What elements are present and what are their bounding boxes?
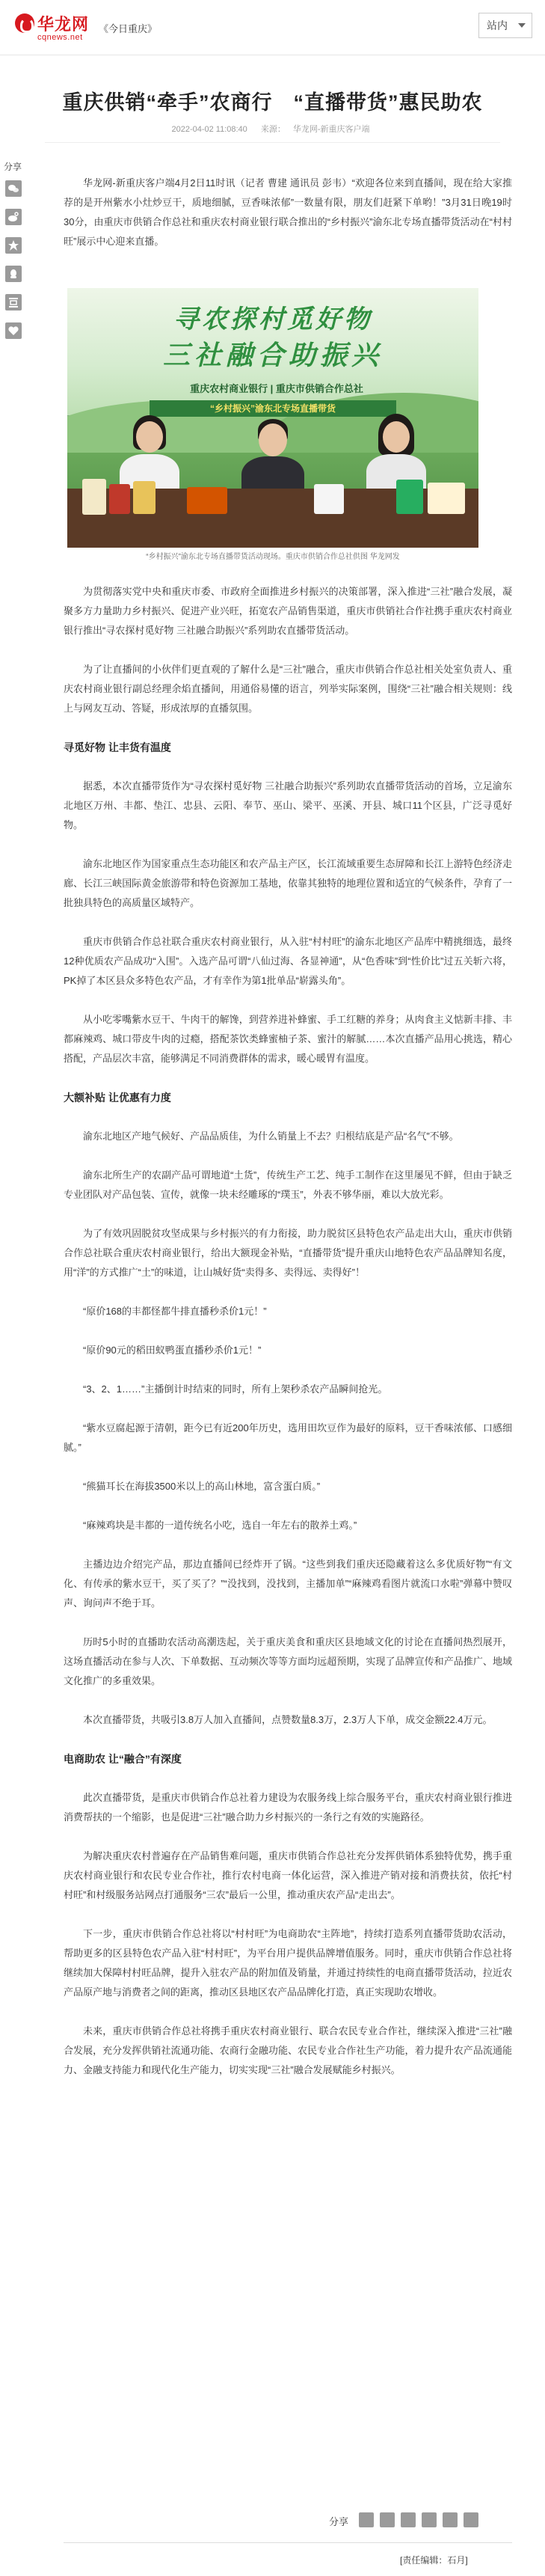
favorite-icon[interactable] — [5, 322, 22, 339]
article-paragraph: 未来，重庆市供销合作总社将携手重庆农村商业银行、联合农民专业合作社，继续深入推进“三社”融合发展，充分发挥供销社流通功能、农商行金融功能、农民专业合作社生产功能，着力提升农产品流通能力、金融支持能力和现代化生产能力，切实实现“三社”融合发展赋能乡村振兴。 — [64, 2025, 512, 2075]
site-logo[interactable] — [15, 10, 90, 45]
qzone-icon[interactable] — [401, 2512, 416, 2527]
photo-product — [187, 487, 227, 514]
photo-slogan-1: 寻农探村觅好物 — [173, 305, 372, 334]
article-paragraph: “原价168的丰都怪都牛排直播秒杀价1元！” — [83, 1306, 267, 1317]
wechat-icon[interactable] — [359, 2512, 374, 2527]
article-paragraph: “熊猫耳长在海拔3500米以上的高山林地，富含蛋白质。” — [83, 1481, 321, 1492]
article-paragraph: 重庆市供销合作总社联合重庆农村商业银行，从入驻“村村旺”的渝东北地区产品库中精挑细选，最终12种优质农产品成功“入围”。入选产品可谓“八仙过海、各显神通”，从“色香味”到“性价比”过五关斩六将，PK掉了本区县众多特色农产品，才有幸作为第1批单品“崭露头角”。 — [64, 936, 512, 986]
section-heading: 电商助农 让“融合”有深度 — [64, 1753, 182, 1765]
article-paragraph: “原价90元的稻田蚁鸭蛋直播秒杀价1元！” — [83, 1344, 262, 1356]
photo-banner: “乡村振兴”渝东北专场直播带货 — [150, 400, 396, 417]
article-paragraph: 渝东北所生产的农副产品可谓地道“土货”，传统生产工艺、纯手工制作在这里屡见不鲜，但由于缺乏专业团队对产品包装、宣传，就像一块未经雕琢的“璞玉”，外表不够华丽，难以大放光彩。 — [64, 1169, 512, 1200]
article-paragraph: 主播边边介绍完产品，那边直播间已经炸开了锅。“这些到我们重庆还隐藏着这么多优质好物”“有文化、有传承的紫水豆干，买了买了？”“没找到，没找到，主播加单”“麻辣鸡看图片就流口水啦”弹幕中赞叹声、询问声不绝于耳。 — [64, 1558, 512, 1609]
article-paragraph: 为贯彻落实党中央和重庆市委、市政府全面推进乡村振兴的决策部署，深入推进“三社”融合发展，凝聚多方力量助力乡村振兴、促进产业兴旺，拓宽农产品销售渠道，重庆市供销社合作社携手重庆农村商业银行推出“寻农探村觅好物 三社融合助振兴”系列助农直播带货活动。 — [64, 586, 512, 636]
article-paragraph: 本次直播带货，共吸引3.8万人加入直播间，点赞数量8.3万，2.3万人下单，成交金额22.4万元。 — [83, 1714, 493, 1725]
logo-text-cn: 华龙网 — [37, 15, 90, 34]
photo-product — [396, 480, 423, 514]
photo-product — [109, 484, 130, 514]
article-paragraph: 从小吃零嘴紫水豆干、牛肉干的解馋，到营养进补蜂蜜、手工红糖的养身；从肉食主义惦新丰排、丰都麻辣鸡、城口带皮牛肉的过瘾，搭配茶饮类蜂蜜柚子茶、蜜汁的解腻……本次直播产品用心挑选，精心搭配，产品层次丰富，能够满足不同消费群体的需求，暖心暖胃有温度。 — [64, 1014, 512, 1064]
photo-slogan-2: 三社融合助振兴 — [162, 340, 383, 371]
article-paragraph: 下一步，重庆市供销合作总社将以“村村旺”为电商助农“主阵地”，持续打造系列直播带货助农活动，帮助更多的区县特色农产品入驻“村村旺”，为平台用户提供品牌增值服务。同时，重庆市供销合作总社将继续加大保障村村旺品牌，提升入驻农产品的附加值及销量，并通过持续性的电商直播带货活动，拉近农产品原产地与消费者之间的距离，推动区县地区农产品品牌化打造，真正实现助农增收。 — [64, 1928, 512, 1998]
article-paragraph: 华龙网-新重庆客户端4月2日11时讯（记者 曹建 通讯员 彭韦）“欢迎各位来到直播间，现在给大家推荐的是开州紫水小灶炒豆干，质地细腻，豆香味浓郁”一数量有限，朋友们赶紧下单哟！”3月31日晚19时30分，由重庆市供销合作总社和重庆农村商业银行联合推出的“乡村振兴”渝东北专场直播带货活动在“村村旺”展示中心迎来直播。 — [64, 177, 512, 247]
weibo-icon[interactable] — [5, 209, 22, 225]
qq-icon[interactable] — [422, 2512, 437, 2527]
article-paragraph: “紫水豆腐起源于清朝，距今已有近200年历史，选用田坎豆作为最好的原料，豆干香味浓郁、口感细腻。” — [64, 1422, 512, 1453]
article-paragraph: “3、2、1……”主播倒计时结束的同时，所有上架秒杀农产品瞬间抢光。 — [83, 1383, 388, 1395]
footer-share-icons — [359, 2512, 508, 2529]
article-paragraph: 渝东北地区作为国家重点生态功能区和农产品主产区，长江流域重要生态屏障和长江上游特色经济走廊、长江三峡国际黄金旅游带和特色资源加工基地，依靠其独特的地理位置和适宜的气候条件，孕育了一批独具特色的高质量区域特产。 — [64, 858, 512, 908]
logo-text-en: cqnews.net — [37, 33, 83, 42]
article-paragraph: 为了让直播间的小伙伴们更直观的了解什么是“三社”融合，重庆市供销合作总社相关处室负责人、重庆农村商业银行副总经理余焰直播间，用通俗易懂的语言，列举实际案例，围绕“三社”融合相关规则：线上与网友互动、答疑，形成浓厚的直播氛围。 — [64, 664, 512, 714]
channel-select-label: 站内 — [487, 19, 508, 31]
article-paragraph: 据悉，本次直播带货作为“寻农探村觅好物 三社融合助振兴”系列助农直播带货活动的首场，立足渝东北地区万州、丰都、垫江、忠县、云阳、奉节、巫山、梁平、巫溪、开县、城口11个区县，广泛寻觅好物。 — [64, 780, 512, 830]
article-paragraph: 历时5小时的直播助农活动高潮迭起，关于重庆美食和重庆区县地域文化的讨论在直播间热烈展开，这场直播活动在参与人次、下单数据、互动频次等等方面均远超预期，实现了品牌宣传和产品推广、地域文化推广的多重效果。 — [64, 1636, 512, 1686]
section-heading: 大额补贴 让优惠有力度 — [64, 1092, 171, 1104]
section-heading: 寻觅好物 让丰货有温度 — [64, 741, 171, 753]
article-photo — [67, 288, 478, 548]
article-paragraph: 为了有效巩固脱贫攻坚成果与乡村振兴的有力衔接，助力脱贫区县特色农产品走出大山，重庆市供销合作总社联合重庆农村商业银行，给出大额现金补贴，“直播带货”提升重庆山地特色农产品品牌知名度，用“洋”的方式推广“土”的味道，让山城好货“卖得多、卖得远、卖得好”！ — [64, 1228, 512, 1278]
article-paragraph: “麻辣鸡块是丰都的一道传统名小吃，选自一年左右的散养土鸡。” — [83, 1520, 357, 1531]
douban-icon[interactable] — [443, 2512, 458, 2527]
article-paragraph: 此次直播带货，是重庆市供销合作总社着力建设为农服务线上综合服务平台，重庆农村商业银行推进消费帮扶的一个缩影，也是促进“三社”融合助力乡村振兴的一条行之有效的实施路径。 — [64, 1792, 512, 1823]
today-chongqing-link[interactable]: 《今日重庆》 — [99, 23, 158, 34]
divider — [64, 2542, 512, 2543]
share-label: 分享 — [4, 162, 22, 172]
photo-product — [314, 484, 344, 514]
article-date: 2022-04-02 11:08:40 — [171, 125, 247, 134]
chevron-down-icon — [518, 23, 526, 28]
wechat-icon[interactable] — [5, 180, 22, 197]
share-sidebar — [4, 160, 25, 351]
favorite-icon[interactable] — [464, 2512, 478, 2527]
article-body-intro — [64, 174, 512, 271]
article-paragraph: 渝东北地区产地气候好、产品品质佳，为什么销量上不去？归根结底是产品“名气”不够。 — [83, 1131, 459, 1142]
divider — [45, 142, 500, 143]
site-header — [0, 0, 545, 55]
photo-organizers: 重庆农村商业银行 | 重庆市供销合作总社 — [190, 383, 363, 394]
photo-product — [428, 483, 465, 514]
article-meta — [45, 123, 500, 135]
channel-select[interactable] — [478, 13, 532, 38]
photo-caption: “乡村振兴”渝东北专场直播带货活动现场。重庆市供销合作总社供图 华龙网发 — [146, 553, 400, 561]
photo-product — [82, 479, 106, 515]
logo-mark-icon — [15, 13, 34, 33]
article-title: 重庆供销“牵手”农商行 “直播带货”惠民助农 — [62, 91, 483, 114]
qq-icon[interactable] — [5, 266, 22, 282]
footer-share-label: 分享 — [329, 2516, 349, 2527]
qzone-icon[interactable] — [5, 237, 22, 254]
article-source-label: 来源： — [260, 125, 286, 134]
douban-icon[interactable] — [5, 294, 22, 310]
editor-credit: [责任编辑：石月] — [400, 2555, 468, 2566]
photo-product — [133, 481, 156, 514]
article-body — [64, 582, 512, 2099]
weibo-icon[interactable] — [380, 2512, 395, 2527]
article-source-name[interactable]: 华龙网-新重庆客户端 — [292, 125, 370, 134]
article-paragraph: 为解决重庆农村普遍存在产品销售难问题，重庆市供销合作总社充分发挥供销体系独特优势，携手重庆农村商业银行和农民专业合作社，推行农村电商一体化运营，深入推进产销对接和消费扶贫，依托“村村旺”和村级服务站网点打通服务“三农”最后一公里，推动重庆农产品“走出去”。 — [64, 1850, 512, 1900]
